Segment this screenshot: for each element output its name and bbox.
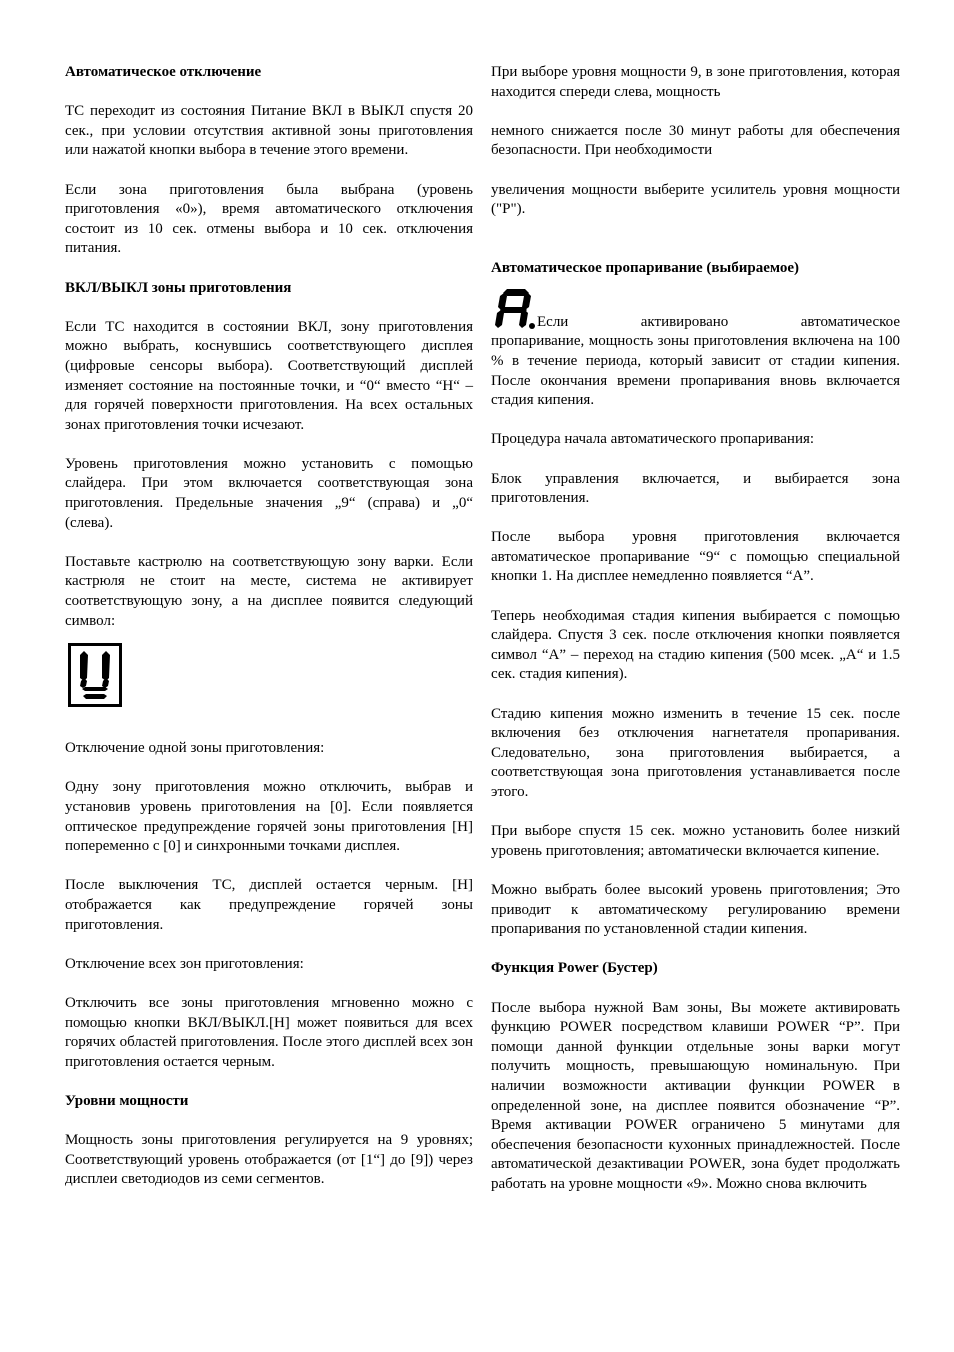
a-segment-icon — [491, 288, 537, 332]
auto-steam-heading: Автоматическое пропаривание (выбираемое) — [491, 259, 800, 276]
procedure-paragraph-2: После выбора уровня приготовления включается автоматическое пропаривание “9“ с помощью специальной кнопки 1. На дисплее немедленно появляется “A”. — [491, 529, 900, 585]
power-heading: Функция Power (Бустер) — [491, 960, 658, 977]
procedure-paragraph-1: Блок управления включается, и выбирается зона приготовления. — [491, 470, 900, 507]
zone-onoff-paragraph-2: Уровень приготовления можно установить с помощью слайдера. При этом включается соответствующая зона приготовления. Предельные значения „9“ (справа) и „0“ (слева). — [65, 455, 473, 531]
zone-onoff-heading: ВКЛ/ВЫКЛ зоны приготовления — [65, 279, 292, 296]
auto-off-heading: Автоматическое отключение — [65, 64, 262, 80]
auto-off-paragraph-2: Если зона приготовления была выбрана (уровень приготовления «0»), время автоматического отключения состоит из 10 сек. отмены выбора и 10 сек. отключения питания. — [65, 181, 473, 257]
procedure-paragraph-5: При выборе спустя 15 сек. можно установить более низкий уровень приготовления; автоматически включается кипение. — [491, 823, 900, 859]
power-levels-heading: Уровни мощности — [65, 1092, 189, 1109]
procedure-paragraph-3: Теперь необходимая стадия кипения выбирается с помощью слайдера. Спустя 3 сек. после отключения кнопки появляется символ “A” – переход на стадию кипения (500 мсек. „A“ и 1.5 сек. стадия кипения). — [491, 607, 900, 683]
level9-paragraph-2: немного снижается после 30 минут работы для обеспечения безопасности. При необходимости — [491, 122, 900, 159]
auto-steam-first-line — [491, 288, 900, 332]
single-off-paragraph-1: Одну зону приготовления можно отключить, выбрав и установив уровень приготовления на [0]. Если появляется оптическое предупреждение горячей зоны приготовления [H] попеременно с [0] и синхронными точками дисплея. — [65, 779, 473, 855]
procedure-title: Процедура начала автоматического пропаривания: — [491, 431, 815, 448]
all-off-title: Отключение всех зон приготовления: — [65, 955, 304, 972]
zone-onoff-paragraph-3: Поставьте кастрюлю на соответствующую зону варки. Если кастрюля не стоит на месте, система не активирует соответствующую зону, а на дисплее появится следующий символ: — [65, 553, 473, 629]
auto-steam-paragraph-1 — [491, 288, 900, 410]
auto-steam-rest: пропаривание, мощность зоны приготовления включена на 100 % в течение периода, который зависит от стадии кипения. После окончания времени пропаривания вновь включается стадия кипения. — [491, 333, 900, 409]
auto-steam-first-line-text: Если активировано автоматическое — [537, 313, 900, 330]
procedure-paragraph-4: Стадию кипения можно изменить в течение 15 сек. после включения без отключения нагнетателя пропаривания. Следовательно, зона приготовления выбирается, а соответствующая зона приготовления устанавливается после этого. — [491, 705, 900, 800]
auto-off-paragraph-1: ТС переходит из состояния Питание ВКЛ в ВЫКЛ спустя 20 сек., при условии отсутствия активной зоны приготовления или нажатой кнопки выбора в течение этого времени. — [65, 103, 473, 159]
left-column — [65, 63, 473, 1209]
zone-onoff-paragraph-1: Если ТС находится в состоянии ВКЛ, зону приготовления можно выбрать, коснувшись соответствующего дисплея (цифровые сенсоры выбора). Соответствующий дисплей изменяет состояние на постоянные точки, и “0“ вместо “H“ – для горячей поверхности приготовления. На всех остальных зонах приготовления точки исчезают. — [65, 318, 473, 433]
all-off-paragraph-1: Отключить все зоны приготовления мгновенно можно с помощью кнопки ВКЛ/ВЫКЛ.[H] может появиться для всех горячих областей приготовления. После этого дисплей всех зон приготовления остается черным. — [65, 994, 473, 1070]
level9-paragraph-1: При выборе уровня мощности 9, в зоне приготовления, которая находится спереди слева, мощность — [491, 64, 900, 100]
level9-paragraph-3: увеличения мощности выберите усилитель уровня мощности ("P"). — [491, 181, 900, 218]
power-paragraph-1: После выбора нужной Вам зоны, Вы можете активировать функцию POWER посредством клавиши POWER “P”. При помощи данной функции отдельные зоны варки могут получить мощность, превышающую номинальную. При наличии возможности активации функции POWER в определенной зоне, на дисплее появится обозначение “P”. Время активации POWER ограничено 5 минутами для обеспечения безопасности кухонных принадлежностей. После автоматической дезактивации POWER, зона будет продолжать работать на уровне мощности «9». Можно снова включить — [491, 999, 900, 1192]
procedure-paragraph-6: Можно выбрать более высокий уровень приготовления; Это приводит к автоматическому регулированию времени пропаривания по установленной стадии кипения. — [491, 881, 900, 938]
power-levels-paragraph-1: Мощность зоны приготовления регулируется на 9 уровнях; Соответствующий уровень отображается (от [1“] до [9]) через дисплеи светодиодов из семи сегментов. — [65, 1132, 473, 1188]
u-segment-icon — [68, 643, 122, 707]
single-off-paragraph-2: После выключения ТС, дисплей остается черным. [H] отображается как предупреждение горячей зоны приготовления. — [65, 877, 473, 933]
single-off-title: Отключение одной зоны приготовления: — [65, 740, 325, 757]
right-column — [491, 63, 900, 1194]
